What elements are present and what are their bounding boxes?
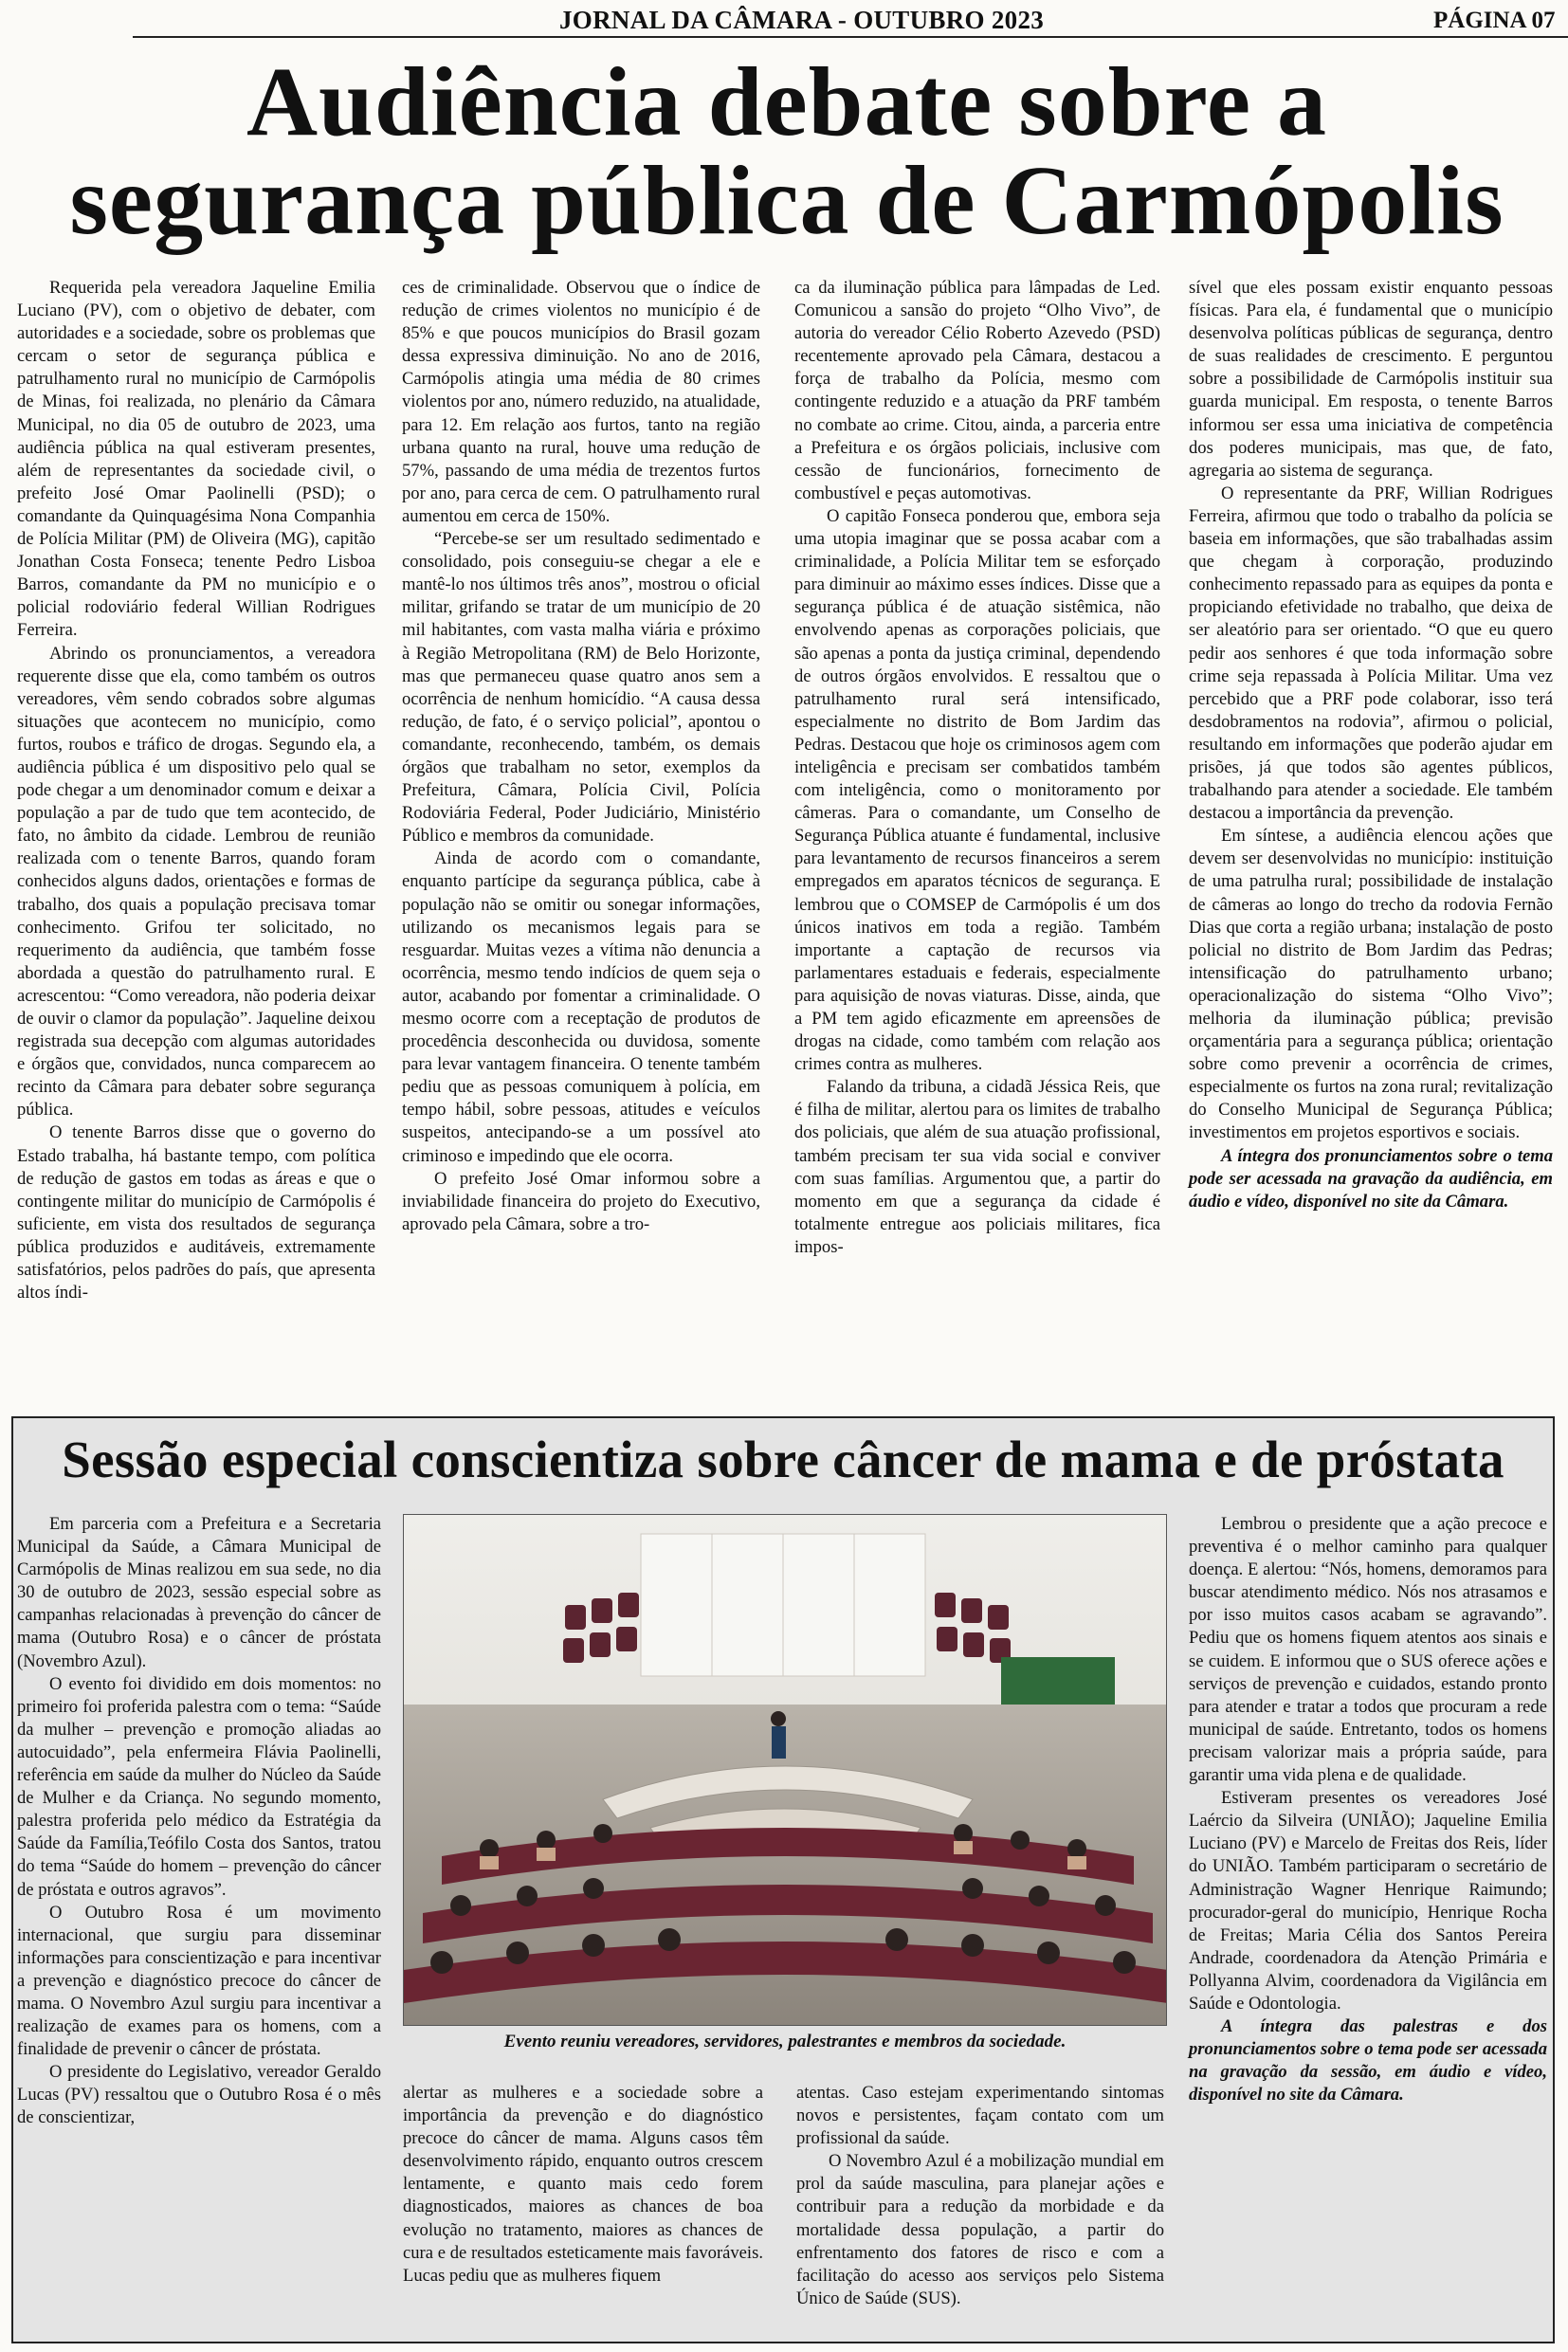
event-photo <box>403 1514 1167 2026</box>
header-rule <box>133 36 1568 38</box>
photo-caption: Evento reuniu vereadores, servidores, palestrantes e membros da sociedade. <box>503 2032 1067 2051</box>
paragraph: Estiveram presentes os vereadores José Laércio da Silveira (UNIÃO); Jaqueline Emilia Luciano (PV) e Marcelo de Freitas dos Reis, líder do UNIÃO. Também participaram o secretário de Administração Wagner Henrique Raimundo; procurador-geral do município, Henrique Rocha de Freitas; Maria Célia dos Santos Pereira Andrade, coordenadora da Atenção Primária e Pollyanna Alvim, coordenadora da Vigilância em Saúde e Odontologia. <box>1189 1788 1547 2014</box>
page-header <box>0 0 1568 44</box>
paragraph: Ainda de acordo com o comandante, enquanto partícipe da segurança pública, cabe à população não se omitir ou sonegar informações, utilizando os mecanismos legais para se resguardar. Muitas vezes a vítima não denuncia a ocorrência, mesmo tendo indícios de quem seja o autor, acabando por fomentar a criminalidade. O mesmo ocorre com a receptação de produtos de procedência desconhecida ou duvidosa, somente para levar vantagem financeira. O tenente também pediu que as pessoas comuniquem à polícia, em tempo hábil, sobre pessoas, atitudes e veículos suspeitos, antecipando-se a um possível ato criminoso e impedindo que ele ocorra. <box>402 848 760 1166</box>
paragraph: O representante da PRF, Willian Rodrigues Ferreira, afirmou que todo o trabalho da polícia se baseia em informações, que são trabalhadas assim que chegam à corporação, produzindo conhecimento repassado para as equipes da ponta e propiciando efetividade no trabalho, que deixa de ser aleatório para ser orientado. “O que eu quero pedir aos senhores é que toda informação sobre crime seja repassada à Polícia Militar. Uma vez percebido que a PRF pode colaborar, isso terá desdobramentos na rodovia”, afirmou o policial, resultando em informações que poderão ajudar em prisões, já que todos são agentes públicos, trabalhando para atender a sociedade. Ele também destacou a importância da prevenção. <box>1189 483 1553 824</box>
paragraph: Falando da tribuna, a cidadã Jéssica Reis, que é filha de militar, alertou para os limites de trabalho dos policiais, que além de sua atuação profissional, também precisam ter sua vida social e conviver com suas famílias. Argumentou que, a partir do momento em que a segurança da cidade é totalmente entregue aos policiais militares, fica impos- <box>794 1077 1160 1257</box>
plenary-photo-illustration <box>404 1515 1167 2026</box>
newspaper-title: JORNAL DA CÂMARA - OUTUBRO 2023 <box>559 6 1045 34</box>
article1-headline: Audiência debate sobre a segurança pública de Carmópolis <box>69 47 1504 255</box>
paragraph: Requerida pela vereadora Jaqueline Emilia Luciano (PV), com o objetivo de debater, com autoridades e a sociedade, sobre os problemas que cercam o setor de segurança pública e patrulhamento rural no município de Carmópolis de Minas, foi realizada, no plenário da Câmara Municipal, no dia 05 de outubro de 2023, uma audiência pública na qual estiveram presentes, além de representantes da sociedade civil, o prefeito José Omar Paolinelli (PSD); o comandante da Quinquagésima Nona Companhia de Polícia Militar (PM) de Oliveira (MG), capitão Jonathan Costa Fonseca; tenente Pedro Lisboa Barros, comandante da PM no município e o policial rodoviário federal Willian Rodrigues Ferreira. <box>17 278 375 641</box>
article2-column-4 <box>1189 1513 1547 2106</box>
closing-note: A íntegra dos pronunciamentos sobre o tema pode ser acessada na gravação da audiência, em áudio e vídeo, disponível no site da Câmara. <box>1189 1145 1553 1212</box>
article2-column-1 <box>17 1513 381 2130</box>
paragraph: ces de criminalidade. Observou que o índice de redução de crimes violentos no município é de 85% e que poucos municípios do Brasil gozam dessa expressiva diminuição. No ano de 2016, Carmópolis atingia uma média de 80 crimes violentos por ano, número reduzido, na atualidade, para 12. Em relação aos furtos, tanto na região urbana quanto na rural, houve uma redução de 57%, passando de uma média de trezentos furtos por ano, para cerca de cem. O patrulhamento rural aumentou em cerca de 150%. <box>402 278 760 526</box>
article1-column-4 <box>1189 277 1553 1213</box>
paragraph: ca da iluminação pública para lâmpadas de Led. Comunicou a sansão do projeto “Olho Vivo”, de autoria do vereador Célio Roberto Azevedo (PSD) recentemente aprovado pela Câmara, destacou a força de trabalho da Polícia, mesmo com contingente reduzido e a atuação da PRF também no combate ao crime. Citou, ainda, a parceria entre a Prefeitura e os órgãos policiais, inclusive com cessão de funcionários, fornecimento de combustível e peças automotivas. <box>794 278 1160 503</box>
article1-column-2 <box>402 277 760 1236</box>
paragraph: “Percebe-se ser um resultado sedimentado e consolidado, pois conseguiu-se chegar a ele e mantê-lo nos últimos três anos”, mostrou o oficial militar, grifando se tratar de um município de 20 mil habitantes, com vasta malha viária e próximo à Região Metropolitana (RM) de Belo Horizonte, mas que permaneceu quase quatro anos sem a ocorrência de nenhum homicídio. “A causa dessa redução, de fato, é o serviço policial”, apontou o comandante, reconhecendo, também, os demais órgãos que trabalham no setor, exemplos da Prefeitura, Câmara, Polícia Civil, Polícia Rodoviária Federal, Poder Judiciário, Ministério Público e membros da comunidade. <box>402 529 760 847</box>
paragraph: atentas. Caso estejam experimentando sintomas novos e persistentes, façam contato com um profissional da saúde. <box>796 2083 1164 2149</box>
paragraph: Lembrou o presidente que a ação precoce e preventiva é o melhor caminho para qualquer doença. E alertou: “Nós, homens, demoramos para buscar atendimento médico. Nós nos atrasamos e por isso muitos casos acabam se agravando”. Pediu que os homens fiquem atentos aos sinais e se cuidem. E informou que o SUS oferece ações e serviços de prevenção e cuidados, estando pronto para atender e tratar a todos que procuram a rede municipal de saúde. Entretanto, todos os homens precisam valorizar mais a própria saúde, para garantir uma vida plena e de qualidade. <box>1189 1514 1547 1786</box>
article2-headline: Sessão especial conscientiza sobre câncer de mama e de próstata <box>62 1431 1504 1488</box>
closing-note: A íntegra das palestras e dos pronunciamentos sobre o tema pode ser acessada na gravação da sessão, em áudio e vídeo, disponível no site da Câmara. <box>1189 2016 1547 2106</box>
paragraph: Abrindo os pronunciamentos, a vereadora requerente disse que ela, como também os outros vereadores, vêm sendo cobrados sobre algumas situações que acontecem no município, como furtos, roubos e tráfico de drogas. Segundo ela, a audiência pública é um dispositivo pelo qual se pode chegar a um denominador comum e deixar a população a par de tudo que tem acontecido, de fato, no âmbito da cidade. Lembrou de reunião realizada com o tenente Barros, quando foram conhecidos alguns dados, orientações e formas de trabalho, dos quais a população precisava tomar conhecimento. Grifou ter solicitado, no requerimento da audiência, que também fosse abordada a questão do patrulhamento rural. E acrescentou: “Como vereadora, não poderia deixar de ouvir o clamor da população”. Jaqueline deixou registrada sua decepção com algumas autoridades e órgãos que, convidados, nunca comparecem ao recinto da Câmara para debater sobre segurança pública. <box>17 643 375 1121</box>
paragraph: Em parceria com a Prefeitura e a Secretaria Municipal da Saúde, a Câmara Municipal de Carmópolis de Minas realizou em sua sede, no dia 30 de outubro de 2023, sessão especial sobre as campanhas relacionadas à prevenção do câncer de mama (Outubro Rosa) e o câncer de próstata (Novembro Azul). <box>17 1514 381 1671</box>
paragraph: O tenente Barros disse que o governo do Estado trabalha, há bastante tempo, com política de redução de gastos em todas as áreas e que o contingente militar do município de Carmópolis é suficiente, em vista dos resultados de segurança pública produzidos e auditáveis, extremamente satisfatórios, pelos padrões do país, que apresenta altos índi- <box>17 1122 375 1304</box>
paragraph: O capitão Fonseca ponderou que, embora seja uma utopia imaginar que se possa acabar com a criminalidade, a Polícia Militar tem se esforçado para diminuir ao máximo esses índices. Disse que a segurança pública é de atuação sistêmica, não envolvendo apenas as corporações policiais, que são apenas a ponta da justiça criminal, dependendo de outros órgãos envolvidos. E ressaltou que o patrulhamento rural será intensificado, especialmente no distrito de Bom Jardim das Pedras. Destacou que hoje os criminosos agem com inteligência e precisam ser combatidos também com inteligência, como o monitoramento por câmeras. Para o comandante, um Conselho de Segurança Pública atuante é fundamental, inclusive para levantamento de recursos financeiros a serem empregados em aparatos técnicos de segurança. E lembrou que o COMSEP de Carmópolis é um dos únicos inativos em toda a região. Também importante a captação de recursos via parlamentares estaduais e federais, especialmente para aquisição de novas viaturas. Disse, ainda, que a PM tem agido eficazmente em apreensões de drogas na cidade, como também com relação aos crimes contra as mulheres. <box>794 505 1160 1075</box>
article2-column-2 <box>403 2082 763 2288</box>
paragraph: O prefeito José Omar informou sobre a inviabilidade financeira do projeto do Executivo, aprovado pela Câmara, sobre a tro- <box>402 1168 760 1234</box>
page-number: PÁGINA 07 <box>1433 8 1556 33</box>
paragraph: alertar as mulheres e a sociedade sobre a importância da prevenção e do diagnóstico precoce do câncer de mama. Alguns casos têm desenvolvimento rápido, enquanto outros crescem lentamente, e quanto mais cedo forem diagnosticados, maiores as chances de boa evolução no tratamento, maiores as chances de cura e de resultados esteticamente mais favoráveis. Lucas pediu que as mulheres fiquem <box>403 2083 763 2286</box>
paragraph: Em síntese, a audiência elencou ações que devem ser desenvolvidas no município: instituição de uma patrulha rural; possibilidade de instalação de câmeras ao longo do trecho da rodovia Fernão Dias que corta a região urbana; instalação de posto policial no distrito de Bom Jardim das Pedras; intensificação do patrulhamento urbano; operacionalização do sistema “Olho Vivo”; melhoria da iluminação pública; previsão orçamentária para a segurança pública; orientação sobre como prevenir a ocorrência de crimes, especialmente os furtos na zona rural; revitalização do Conselho Municipal de Segurança Pública; investimentos em projetos esportivos e sociais. <box>1189 826 1553 1143</box>
paragraph: O presidente do Legislativo, vereador Geraldo Lucas (PV) ressaltou que o Outubro Rosa é o mês de conscientizar, <box>17 2062 381 2128</box>
article2-column-3 <box>796 2082 1164 2310</box>
paragraph: O Novembro Azul é a mobilização mundial em prol da saúde masculina, para planejar ações e contribuir para a redução da morbidade e da mortalidade dessa população, a partir do enfrentamento dos fatores de risco e com a facilitação do acesso aos serviços pelo Sistema Único de Saúde (SUS). <box>796 2151 1164 2308</box>
paragraph: sível que eles possam existir enquanto pessoas físicas. Para ela, é fundamental que o município desenvolva políticas públicas de segurança, dentro de suas realidades de crescimento. E perguntou sobre a possibilidade de Carmópolis instituir sua guarda municipal. Em resposta, o tenente Barros informou ser essa uma iniciativa de competência dos poderes municipais, mas que, de fato, agregaria ao sistema de segurança. <box>1189 278 1553 481</box>
paragraph: O evento foi dividido em dois momentos: no primeiro foi proferida palestra com o tema: “Saúde da mulher – prevenção e promoção aliadas ao autocuidado”, pela enfermeira Flávia Paolinelli, referência em saúde da mulher do Núcleo da Saúde de Mulher e da Criança. No segundo momento, palestra proferida pelo médico da Estratégia da Saúde da Família,Teófilo Costa dos Santos, tratou do tema “Saúde do homem – prevenção do câncer de próstata e outros agravos”. <box>17 1673 381 1900</box>
paragraph: O Outubro Rosa é um movimento internacional, que surgiu para disseminar informações para conscientização e para incentivar a prevenção e diagnóstico precoce do câncer de mama. O Novembro Azul surgiu para incentivar a realização de exames para os homens, com a finalidade de prevenir o câncer de próstata. <box>17 1902 381 2060</box>
article1-column-3 <box>794 277 1160 1259</box>
article1-column-1 <box>17 277 375 1304</box>
